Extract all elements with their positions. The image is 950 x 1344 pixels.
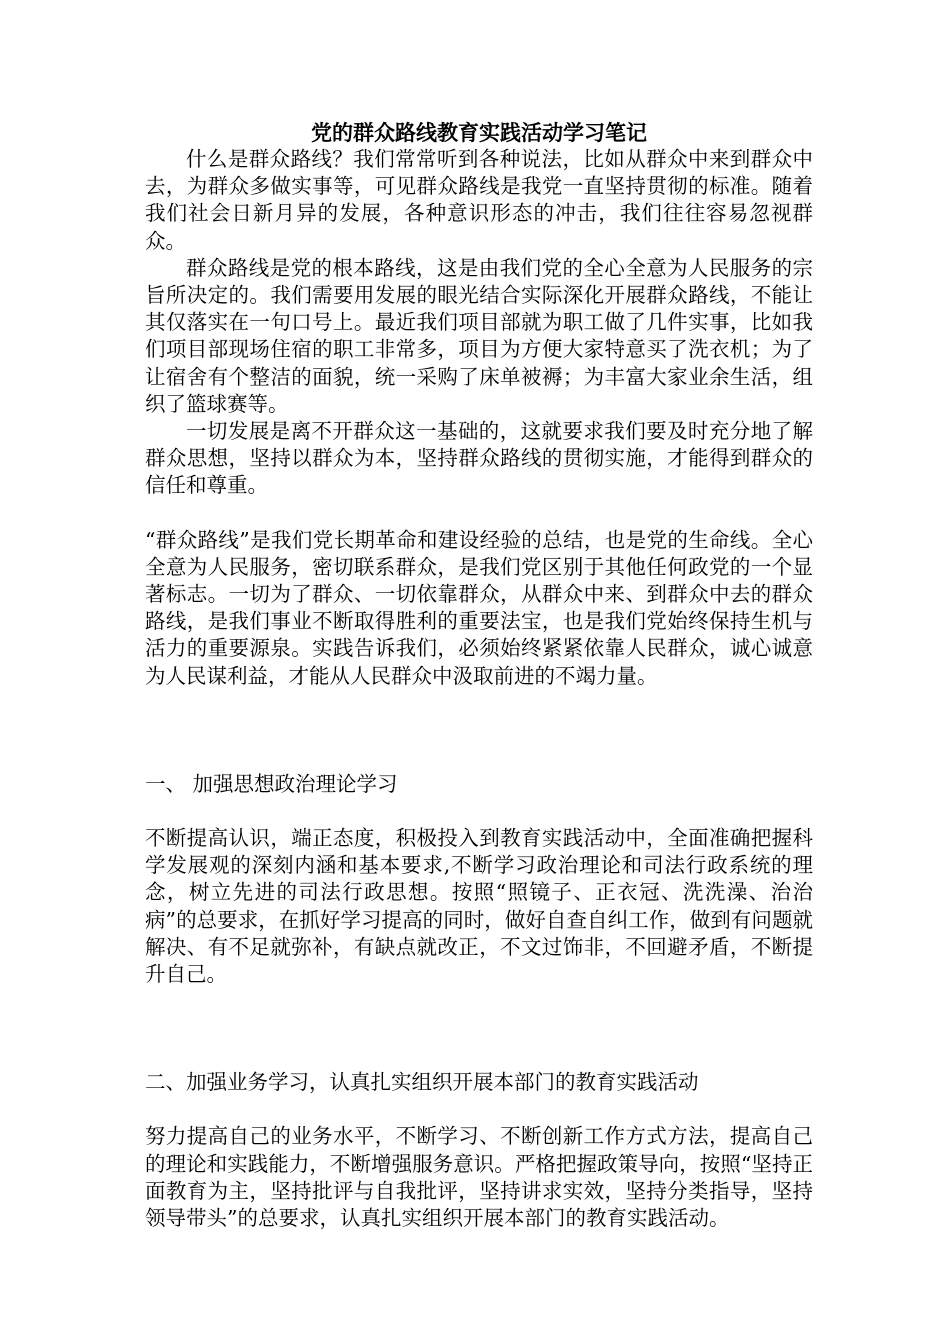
section-2-body: 努力提高自己的业务水平，不断学习、不断创新工作方式方法，提高自己的理论和实践能力，不断增强服务意识。严格把握政策导向，按照“坚持正面教育为主，坚持批评与自我批评，坚持讲求实效，坚持分类指导，坚持领导带头”的总要求，认真扎实组织开展本部门的教育实践活动。 (145, 1124, 813, 1231)
spacer (145, 798, 813, 825)
paragraph-1: 什么是群众路线？我们常常听到各种说法，比如从群众中来到群众中去，为群众多做实事等，可见群众路线是我党一直坚持贯彻的标准。随着我们社会日新月异的发展，各种意识形态的冲击，我们往往容易忽视群众。 (145, 147, 813, 253)
document-title: 党的群众路线教育实践活动学习笔记 (311, 120, 647, 145)
section-1-body: 不断提高认识，端正态度，积极投入到教育实践活动中，全面准确把握科学发展观的深刻内涵和基本要求,不断学习政治理论和司法行政系统的理念，树立先进的司法行政思想。按照“照镜子、正衣冠、洗洗澡、治治病”的总要求，在抓好学习提高的同时，做好自查自纠工作，做到有问题就解决、有不足就弥补，有缺点就改正，不文过饰非，不回避矛盾，不断提升自己。 (145, 826, 813, 987)
section-2-heading: 二、加强业务学习，认真扎实组织开展本部门的教育实践活动 (145, 1070, 699, 1095)
paragraph-2: 群众路线是党的根本路线，这是由我们党的全心全意为人民服务的宗旨所决定的。我们需要用发展的眼光结合实际深化开展群众路线，不能让其仅落实在一句口号上。最近我们项目部就为职工做了几件实事，比如我们项目部现场住宿的职工非常多，项目为方便大家特意买了洗衣机；为了让宿舍有个整洁的面貌，统一采购了床单被褥；为丰富大家业余生活，组织了篮球赛等。 (145, 255, 813, 416)
spacer (145, 1096, 813, 1123)
spacer (145, 690, 813, 771)
document-page (145, 120, 813, 1232)
paragraph-3: 一切发展是离不开群众这一基础的，这就要求我们要及时充分地了解群众思想，坚持以群众为本，坚持群众路线的贯彻实施，才能得到群众的信任和尊重。 (145, 419, 813, 498)
spacer (145, 988, 813, 1069)
section-1-heading: 一、 加强思想政治理论学习 (145, 771, 398, 796)
paragraph-4: “群众路线”是我们党长期革命和建设经验的总结，也是党的生命线。全心全意为人民服务，密切联系群众，是我们党区别于其他任何政党的一个显著标志。一切为了群众、一切依靠群众，从群众中来、到群众中去的群众路线，是我们事业不断取得胜利的重要法宝，也是我们党始终保持生机与活力的重要源泉。实践告诉我们，必须始终紧紧依靠人民群众，诚心诚意为人民谋利益，才能从人民群众中汲取前进的不竭力量。 (145, 527, 813, 688)
spacer (145, 500, 813, 527)
